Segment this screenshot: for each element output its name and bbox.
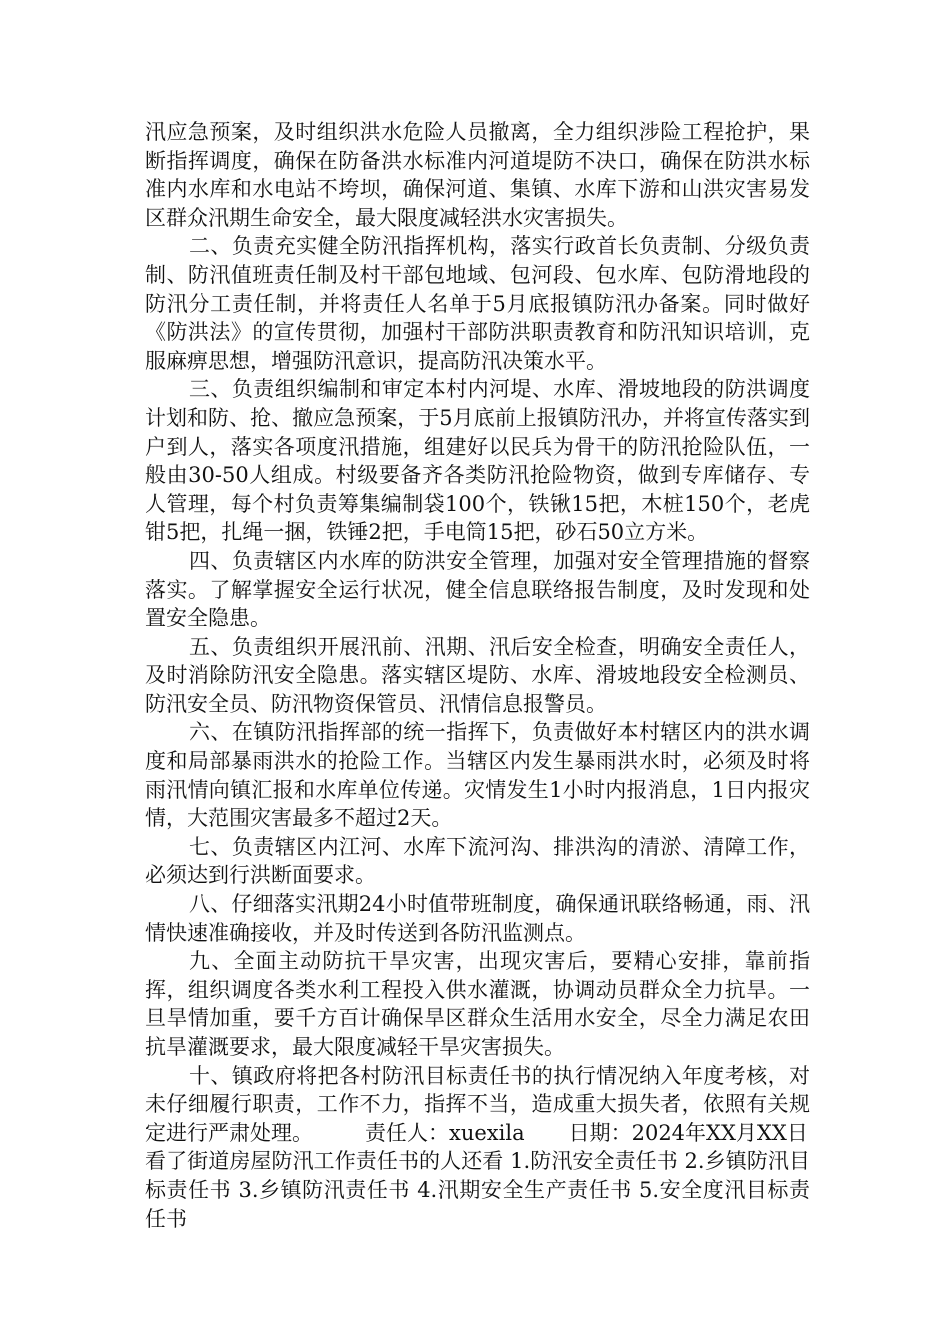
document-date: 日期：2024年XX月XX日	[568, 1120, 808, 1145]
opening-paragraph: 汛应急预案，及时组织洪水危险人员撤离，全力组织涉险工程抢护，果断指挥调度，确保在防备洪水标准内河道堤防不决口，确保在防洪水标准内水库和水电站不垮坝，确保河道、集镇、水库下游和山洪灾害易发区群众汛期生命安全，最大限度减轻洪水灾害损失。	[145, 120, 810, 230]
final-paragraph	[145, 1062, 810, 1148]
responsible-person: 责任人：xuexila	[365, 1120, 525, 1145]
paragraph-2: 二、负责充实健全防汛指挥机构，落实行政首长负责制、分级负责制、防汛值班责任制及村干部包地域、包河段、包水库、包防滑地段的防汛分工责任制，并将责任人名单于5月底报镇防汛办备案。同时做好《防洪法》的宣传贯彻，加强村干部防洪职责教育和防汛知识培训，克服麻痹思想，增强防汛意识，提高防汛决策水平。	[145, 234, 810, 373]
paragraph-7: 七、负责辖区内江河、水库下流河沟、排洪沟的清淤、清障工作，必须达到行洪断面要求。	[145, 834, 810, 888]
final-paragraph-text: 十、镇政府将把各村防汛目标责任书的执行情况纳入年度考核，对未仔细履行职责，工作不力，指挥不当，造成重大损失者，依照有关规定进行严肃处理。	[145, 1063, 810, 1145]
related-links: 看了街道房屋防汛工作责任书的人还看 1.防汛安全责任书 2.乡镇防汛目标责任书 3.乡镇防汛责任书 4.汛期安全生产责任书 5.安全度汛目标责任书	[145, 1149, 810, 1231]
paragraph-6: 六、在镇防汛指挥部的统一指挥下，负责做好本村辖区内的洪水调度和局部暴雨洪水的抢险工作。当辖区内发生暴雨洪水时，必须及时将雨汛情向镇汇报和水库单位传递。灾情发生1小时内报消息，1日内报灾情，大范围灾害最多不超过2天。	[145, 720, 810, 831]
document-body	[145, 118, 810, 1233]
paragraph-4: 四、负责辖区内水库的防洪安全管理，加强对安全管理措施的督察落实。了解掌握安全运行状况，健全信息联络报告制度，及时发现和处置安全隐患。	[145, 548, 810, 631]
paragraph-5: 五、负责组织开展汛前、汛期、汛后安全检查，明确安全责任人，及时消除防汛安全隐患。落实辖区堤防、水库、滑坡地段安全检测员、防汛安全员、防汛物资保管员、汛情信息报警员。	[145, 634, 810, 716]
paragraph-9: 九、全面主动防抗干旱灾害，出现灾害后，要精心安排，靠前指挥，组织调度各类水利工程投入供水灌溉，协调动员群众全力抗旱。一旦旱情加重，要千方百计确保旱区群众生活用水安全，尽全力满足农田抗旱灌溉要求，最大限度减轻干旱灾害损失。	[145, 949, 810, 1059]
paragraph-3: 三、负责组织编制和审定本村内河堤、水库、滑坡地段的防洪调度计划和防、抢、撤应急预案，于5月底前上报镇防汛办，并将宣传落实到户到人，落实各项度汛措施，组建好以民兵为骨干的防汛抢险队伍，一般由30-50人组成。村级要备齐各类防汛抢险物资，做到专库储存、专人管理，每个村负责筹集编制袋100个，铁锹15把，木桩150个，老虎钳5把，扎绳一捆，铁锤2把，手电筒15把，砂石50立方米。	[145, 377, 810, 545]
paragraph-8: 八、仔细落实汛期24小时值带班制度，确保通讯联络畅通，雨、汛情快速准确接收，并及时传送到各防汛监测点。	[145, 892, 810, 945]
